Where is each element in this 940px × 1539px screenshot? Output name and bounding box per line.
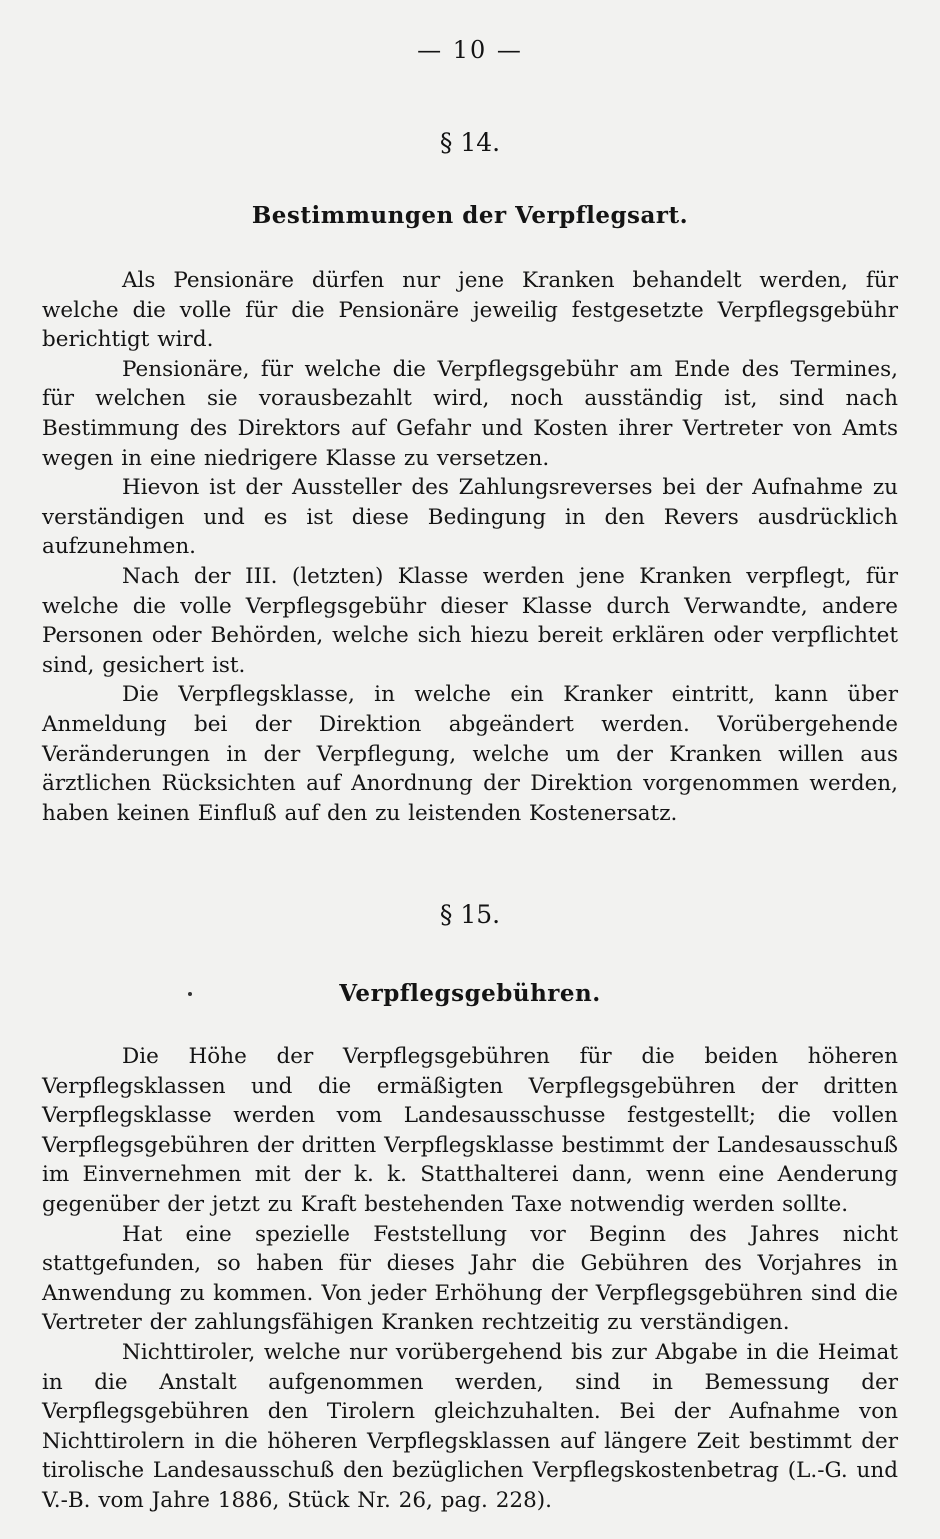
section-15-body xyxy=(42,1042,898,1516)
section-15-mark: § 15. xyxy=(439,900,501,929)
section-14-body xyxy=(42,266,898,828)
ink-speck xyxy=(188,992,192,996)
paragraph: Die Höhe der Verpflegsgebühren für die beiden höheren Verpflegsklassen und die ermäßigten Verpflegsgebühren der dritten Verpflegsklasse werden vom Landesausschusse festgestellt; die vollen Verpflegsgebühren der dritten Verpflegsklasse bestimmt der Landesausschuß im Einvernehmen mit der k. k. Statthalterei dann, wenn eine Aenderung gegenüber der jetzt zu Kraft bestehenden Taxe notwendig werden sollte. xyxy=(42,1044,898,1217)
paragraph: Nichttiroler, welche nur vorübergehend bis zur Abgabe in die Heimat in die Anstalt aufgenommen werden, sind in Bemessung der Verpflegsgebühren den Tirolern gleichzuhalten. Bei der Aufnahme von Nichttirolern in die höheren Verpflegsklassen auf längere Zeit bestimmt der tirolische Landesausschuß den bezüglichen Verpflegskostenbetrag (L.-G. und V.-B. vom Jahre 1886, Stück Nr. 26, pag. 228). xyxy=(42,1339,898,1513)
section-14-title: Bestimmungen der Verpflegsart. xyxy=(251,202,689,229)
paragraph: Pensionäre, für welche die Verpflegsgebühr am Ende des Termines, für welchen sie vorausbezahlt wird, noch ausständig ist, sind nach Bestimmung des Direktors auf Gefahr und Kosten ihrer Vertreter von Amts wegen in eine niedrigere Klasse zu versetzen. xyxy=(42,356,898,471)
paragraph: Als Pensionäre dürfen nur jene Kranken behandelt werden, für welche die volle für die Pensionäre jeweilig festgesetzte Verpflegsgebühr berichtigt wird. xyxy=(42,268,898,353)
section-14-mark: § 14. xyxy=(439,128,501,157)
paragraph: Hat eine spezielle Feststellung vor Beginn des Jahres nicht stattgefunden, so haben für dieses Jahr die Gebühren des Vorjahres in Anwendung zu kommen. Von jeder Erhöhung der Verpflegsgebühren sind die Vertreter der zahlungsfähigen Kranken rechtzeitig zu verständigen. xyxy=(42,1221,898,1336)
paragraph: Nach der III. (letzten) Klasse werden jene Kranken verpflegt, für welche die volle Verpflegsgebühr dieser Klasse durch Verwandte, andere Personen oder Behörden, welche sich hiezu bereit erklären oder verpflichtet sind, gesichert ist. xyxy=(42,563,898,678)
paragraph: Die Verpflegsklasse, in welche ein Kranker eintritt, kann über Anmeldung bei der Direktion abgeändert werden. Vorübergehende Veränderungen in der Verpflegung, welche um der Kranken willen aus ärztlichen Rücksichten auf Anordnung der Direktion vorgenommen werden, haben keinen Einfluß auf den zu leistenden Kostenersatz. xyxy=(42,682,898,826)
paragraph: Hievon ist der Aussteller des Zahlungsreverses bei der Aufnahme zu verständigen und es ist diese Bedingung in den Revers ausdrücklich aufzunehmen. xyxy=(42,475,898,560)
page-number: — 10 — xyxy=(417,36,523,64)
section-15-title: Verpflegsgebühren. xyxy=(339,980,601,1007)
